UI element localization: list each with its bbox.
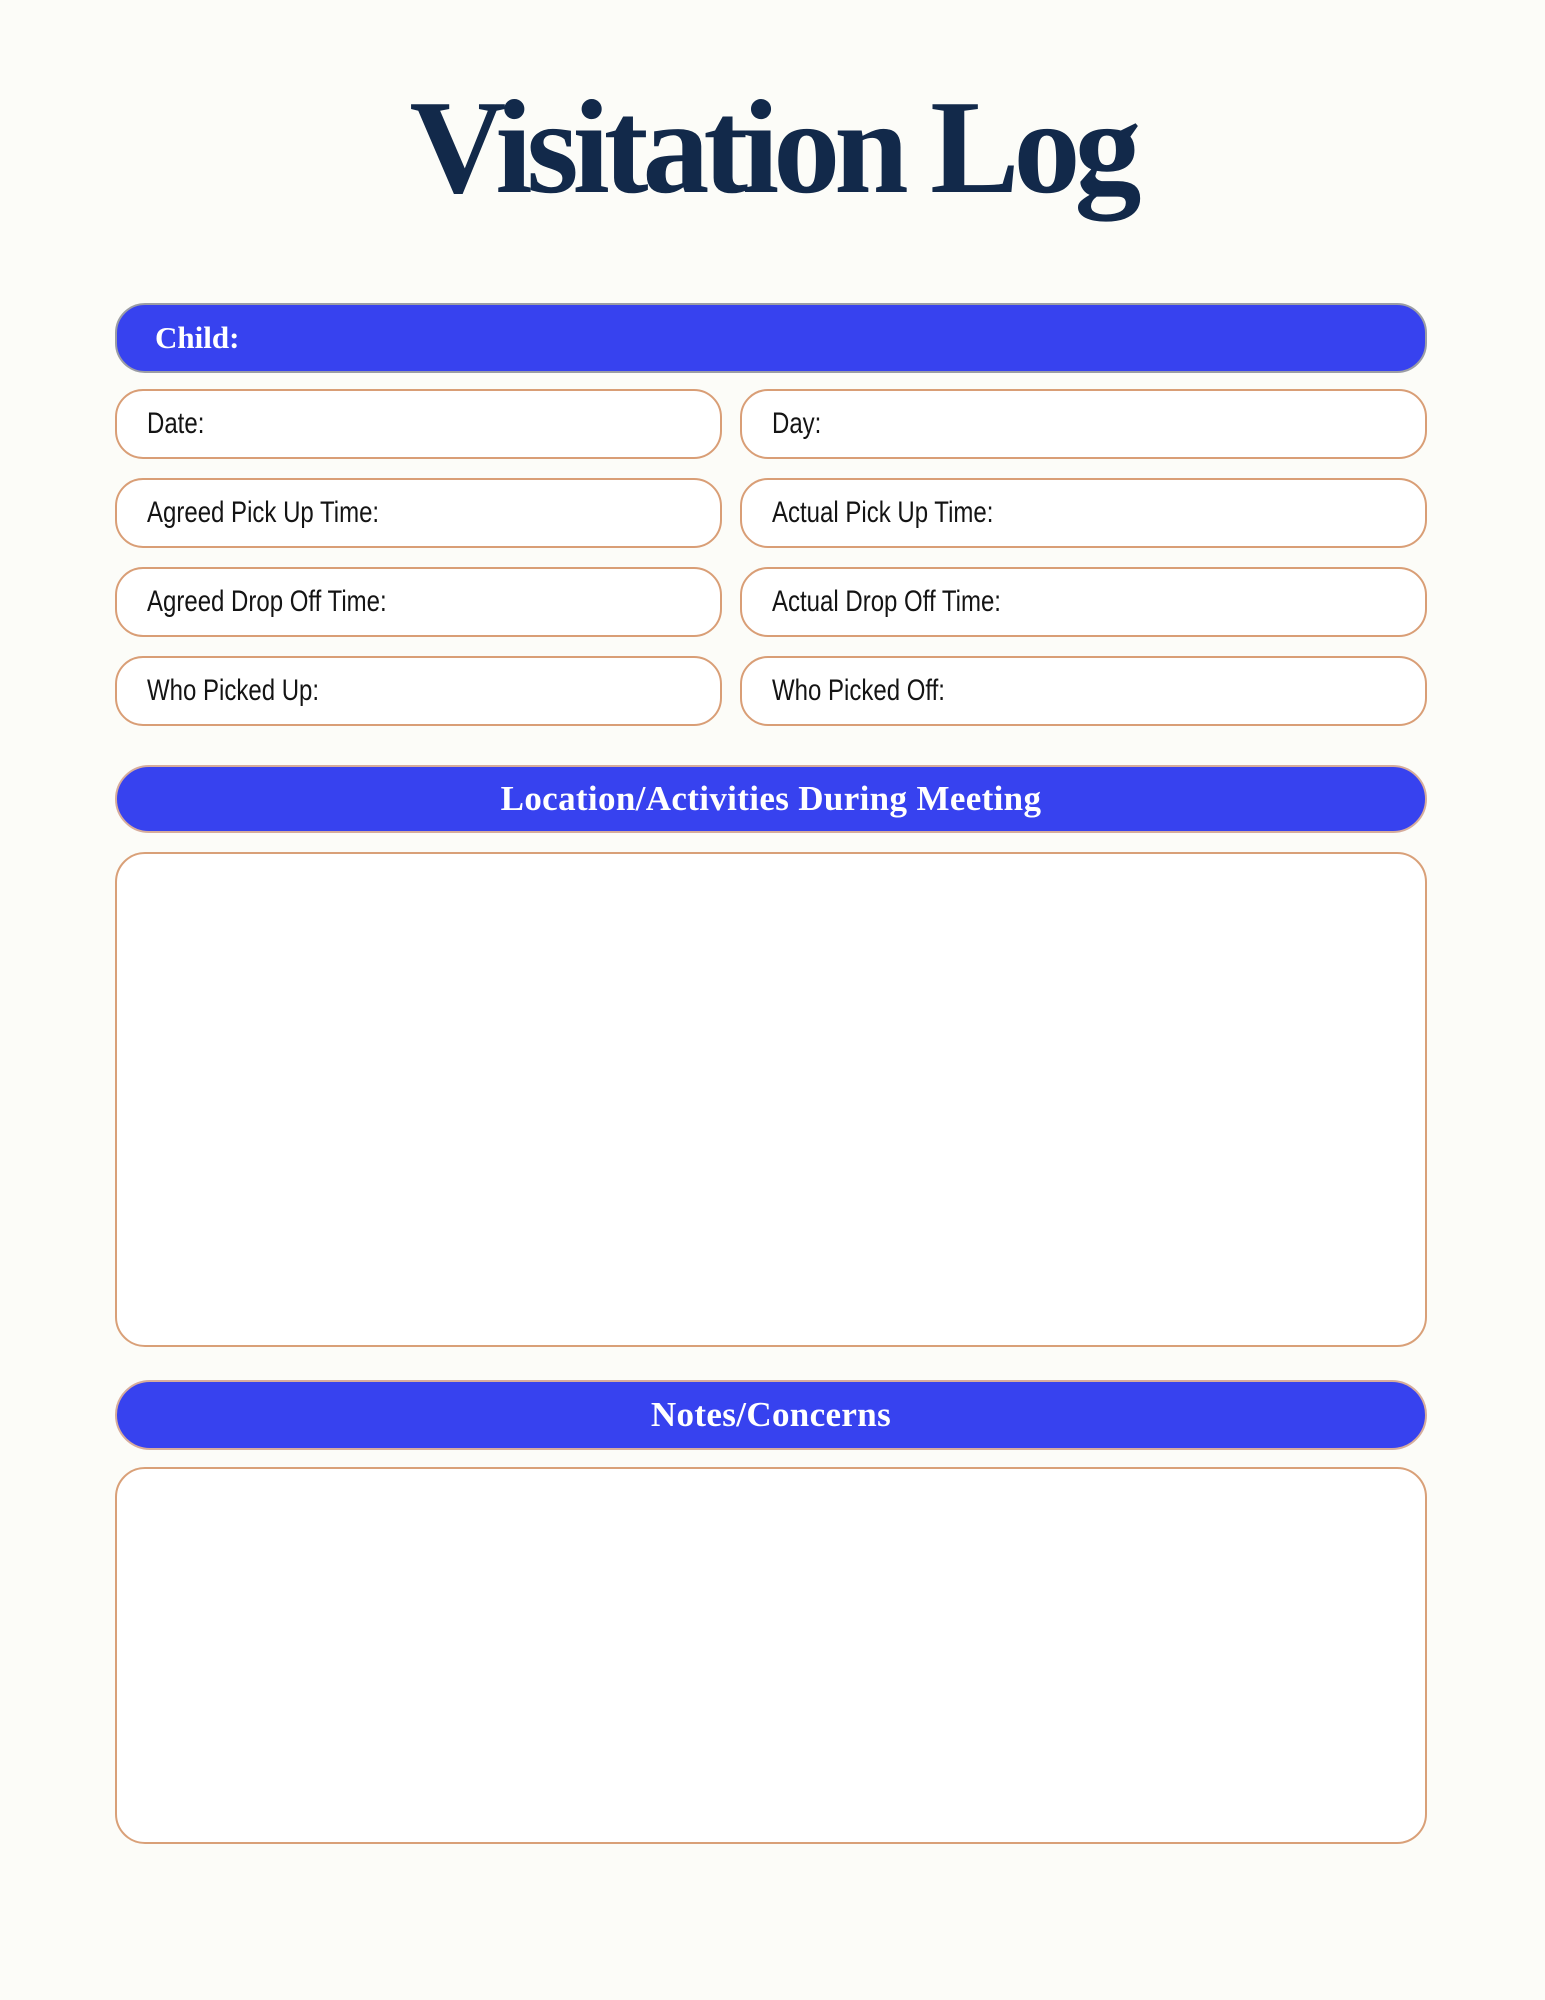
date-label: Date: (147, 407, 205, 440)
child-label: Child: (155, 320, 240, 355)
agreed-drop-off-time-label: Agreed Drop Off Time: (147, 585, 387, 618)
child-name-field[interactable] (115, 303, 1427, 373)
day-field[interactable] (740, 389, 1427, 459)
who-picked-up-field[interactable] (115, 656, 722, 726)
date-field[interactable] (115, 389, 722, 459)
actual-drop-off-time-field[interactable] (740, 567, 1427, 637)
actual-pick-up-time-field[interactable] (740, 478, 1427, 548)
who-picked-off-label: Who Picked Off: (772, 674, 945, 707)
day-label: Day: (772, 407, 822, 440)
location-activities-heading (115, 765, 1427, 833)
notes-concerns-heading (115, 1380, 1427, 1450)
location-activities-writein-area[interactable] (115, 852, 1427, 1347)
fields-grid (115, 389, 1427, 726)
who-picked-up-label: Who Picked Up: (147, 674, 320, 707)
actual-drop-off-time-label: Actual Drop Off Time: (772, 585, 1001, 618)
notes-concerns-heading-text: Notes/Concerns (650, 1395, 892, 1434)
location-activities-heading-text: Location/Activities During Meeting (500, 779, 1042, 818)
agreed-pick-up-time-label: Agreed Pick Up Time: (147, 496, 380, 529)
agreed-pick-up-time-field[interactable] (115, 478, 722, 548)
actual-pick-up-time-label: Actual Pick Up Time: (772, 496, 994, 529)
agreed-drop-off-time-field[interactable] (115, 567, 722, 637)
page-title: Visitation Log (409, 73, 1136, 221)
who-picked-off-field[interactable] (740, 656, 1427, 726)
notes-concerns-writein-area[interactable] (115, 1467, 1427, 1844)
